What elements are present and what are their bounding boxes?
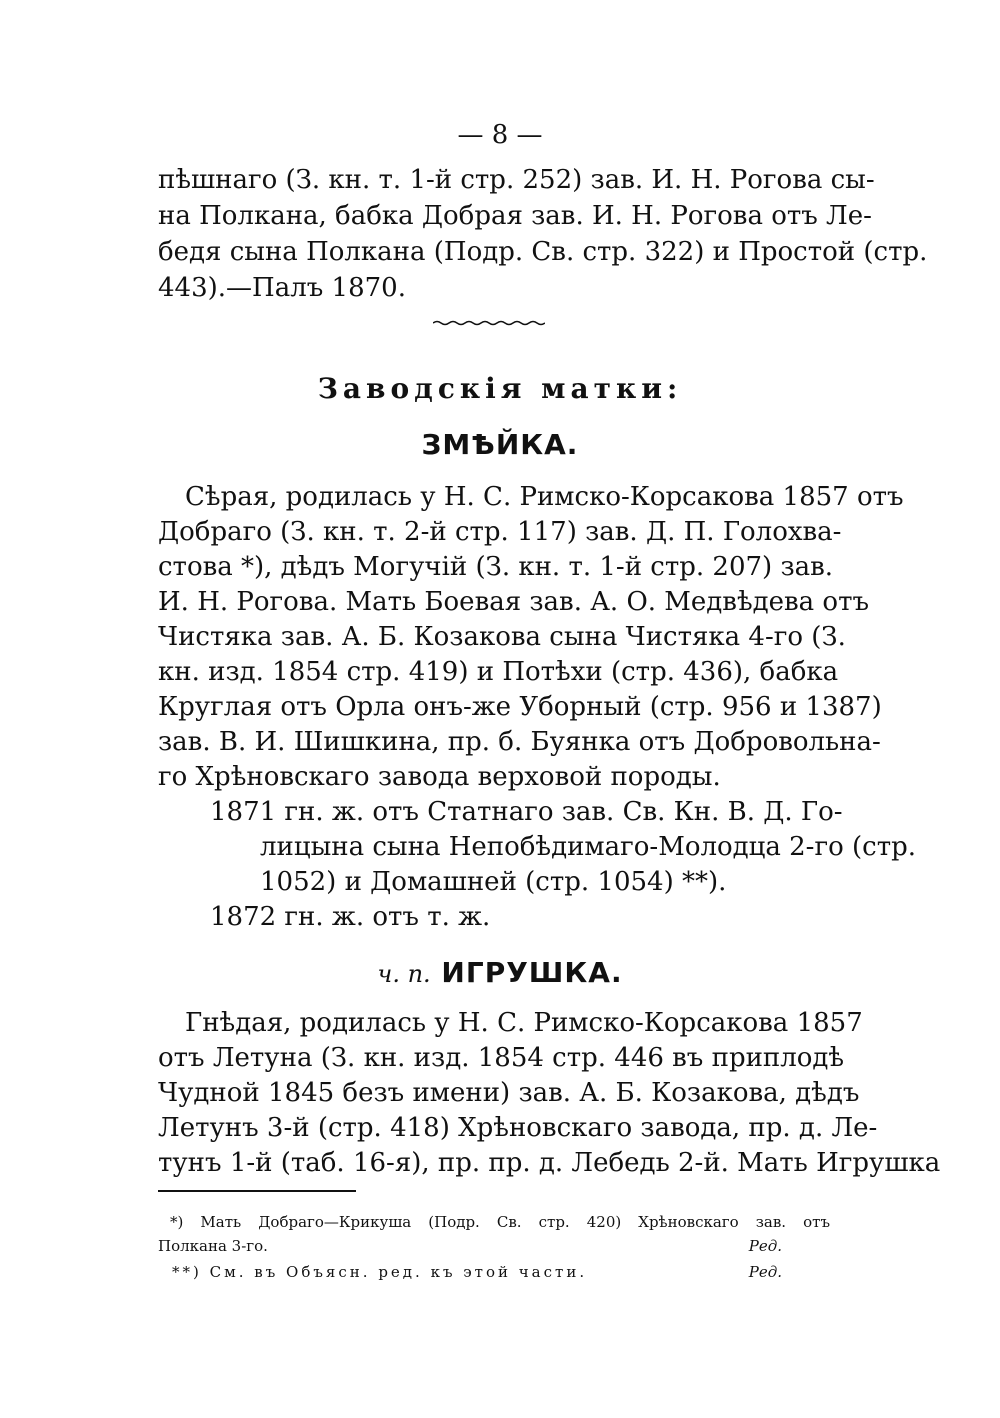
mare2-line: Чудной 1845 безъ имени) зав. А. Б. Козакова, дѣдъ — [158, 1078, 860, 1108]
offspring-entry-cont: лицына сына Непобѣдимаго-Молодца 2-го (стр. — [260, 832, 917, 862]
footnote-divider — [158, 1190, 356, 1192]
offspring-entry: 1871 гн. ж. отъ Статнаго зав. Св. Кн. В. Д. Го- — [210, 797, 843, 827]
mare-title-name: ИГРУШКА. — [441, 956, 623, 989]
mare2-line: Летунъ 3-й (стр. 418) Хрѣновскаго завода, пр. д. Ле- — [158, 1113, 878, 1143]
mare1-line: Сѣрая, родилась у Н. С. Римско-Корсакова 1857 отъ — [185, 482, 904, 512]
mare-title-igrushka — [0, 956, 1000, 991]
mare1-line: Круглая отъ Орла онъ-же Уборный (стр. 956 и 1387) — [158, 692, 882, 722]
footnote-1: *) Мать Добраго—Крикуша (Подр. Св. стр. 420) Хрѣновскаго зав. отъ — [170, 1213, 830, 1231]
mare1-line: И. Н. Рогова. Мать Боевая зав. А. О. Медвѣдева отъ — [158, 587, 870, 617]
page-number: — 8 — — [457, 120, 543, 150]
intro-line: бедя сына Полкана (Подр. Св. стр. 322) и Простой (стр. — [158, 237, 928, 267]
footnote-1-editor: Ред. — [748, 1237, 782, 1255]
footnote-1-cont: Полкана 3-го. — [158, 1237, 268, 1255]
intro-line: 443).—Палъ 1870. — [158, 273, 406, 303]
mare2-line: тунъ 1-й (таб. 16-я), пр. пр. д. Лебедь 2-й. Мать Игрушка — [158, 1148, 941, 1178]
intro-line: на Полкана, бабка Добрая зав. И. Н. Рогова отъ Ле- — [158, 201, 872, 231]
mare1-line: Чистяка зав. А. Б. Козакова сына Чистяка 4-го (З. — [158, 622, 846, 652]
offspring-entry: 1872 гн. ж. отъ т. ж. — [210, 902, 491, 932]
mare2-line: отъ Летуна (З. кн. изд. 1854 стр. 446 въ приплодѣ — [158, 1043, 845, 1073]
mare2-line: Гнѣдая, родилась у Н. С. Римско-Корсакова 1857 — [185, 1008, 863, 1038]
mare1-line: кн. изд. 1854 стр. 419) и Потѣхи (стр. 436), бабка — [158, 657, 839, 687]
offspring-entry-cont: 1052) и Домашней (стр. 1054) **). — [260, 867, 727, 897]
mare1-line: Добраго (З. кн. т. 2-й стр. 117) зав. Д. П. Голохва- — [158, 517, 842, 547]
intro-line: пѣшнаго (З. кн. т. 1-й стр. 252) зав. И. Н. Рогова сы- — [158, 165, 875, 195]
mare1-line: го Хрѣновскаго завода верховой породы. — [158, 762, 721, 792]
footnote-2-editor: Ред. — [748, 1263, 782, 1281]
mare1-line: стова *), дѣдъ Могучій (З. кн. т. 1-й стр. 207) зав. — [158, 552, 834, 582]
mare-title-zmeika: ЗМѢЙКА. — [421, 428, 579, 461]
mare-title-prefix: ч. п. — [377, 960, 431, 988]
mare1-line: зав. В. И. Шишкина, пр. б. Буянка отъ Добровольна- — [158, 727, 881, 757]
footnote-2: **) См. въ Объясн. ред. къ этой части. — [172, 1263, 588, 1281]
section-heading: Заводскія матки: — [317, 372, 683, 405]
section-ornament — [433, 320, 545, 326]
